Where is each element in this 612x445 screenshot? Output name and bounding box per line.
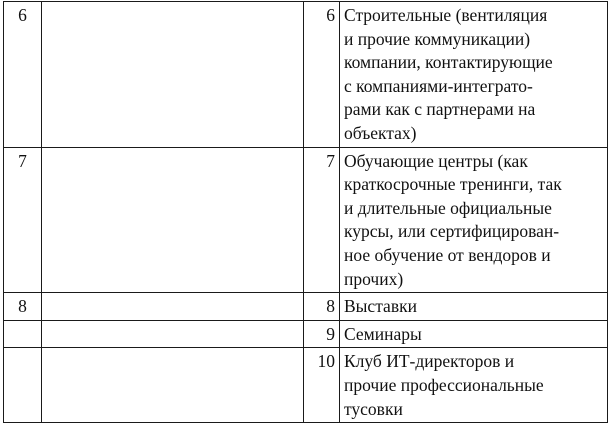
description-line: и прочие коммуникации) [344,28,531,49]
table-row [4,348,608,423]
description-line: краткосрочные тренинги, так [344,174,562,195]
description-cell [340,2,608,148]
right-number-cell: 10 [304,348,340,423]
description-line: Семинары [344,323,422,344]
description-line: прочих) [344,268,404,289]
description-line: рами как с партнерами на [344,99,536,120]
description-line: с компаниями-интеграто- [344,75,533,96]
right-number-cell: 8 [304,293,340,321]
description-cell [340,348,608,423]
description-line: Клуб ИТ-директоров и [344,351,515,372]
description-line: и длительные официальные [344,197,552,218]
description-cell [340,293,608,321]
description-line: тусовки [344,398,403,419]
table-row [4,2,608,148]
empty-cell [42,348,304,423]
table-row [4,147,608,293]
right-number-cell: 9 [304,320,340,348]
left-number-cell [4,320,42,348]
left-number-cell: 7 [4,147,42,293]
description-line: Обучающие центры (как [344,150,528,171]
left-number-cell: 6 [4,2,42,148]
description-line: компании, контактирующие [344,52,553,73]
description-line: курсы, или сертифицирован- [344,221,560,242]
description-line: объектах) [344,122,417,143]
table-row [4,320,608,348]
right-number-cell: 6 [304,2,340,148]
description-cell [340,320,608,348]
empty-cell [42,2,304,148]
empty-cell [42,320,304,348]
empty-cell [42,147,304,293]
table-row [4,293,608,321]
description-cell [340,147,608,293]
right-number-cell: 7 [304,147,340,293]
description-line: ное обучение от вендоров и [344,244,551,265]
description-line: прочие профессиональные [344,374,544,395]
description-line: Выставки [344,296,417,317]
empty-cell [42,293,304,321]
left-number-cell [4,348,42,423]
left-number-cell: 8 [4,293,42,321]
document-table [3,1,608,423]
description-line: Строительные (вентиляция [344,5,548,25]
